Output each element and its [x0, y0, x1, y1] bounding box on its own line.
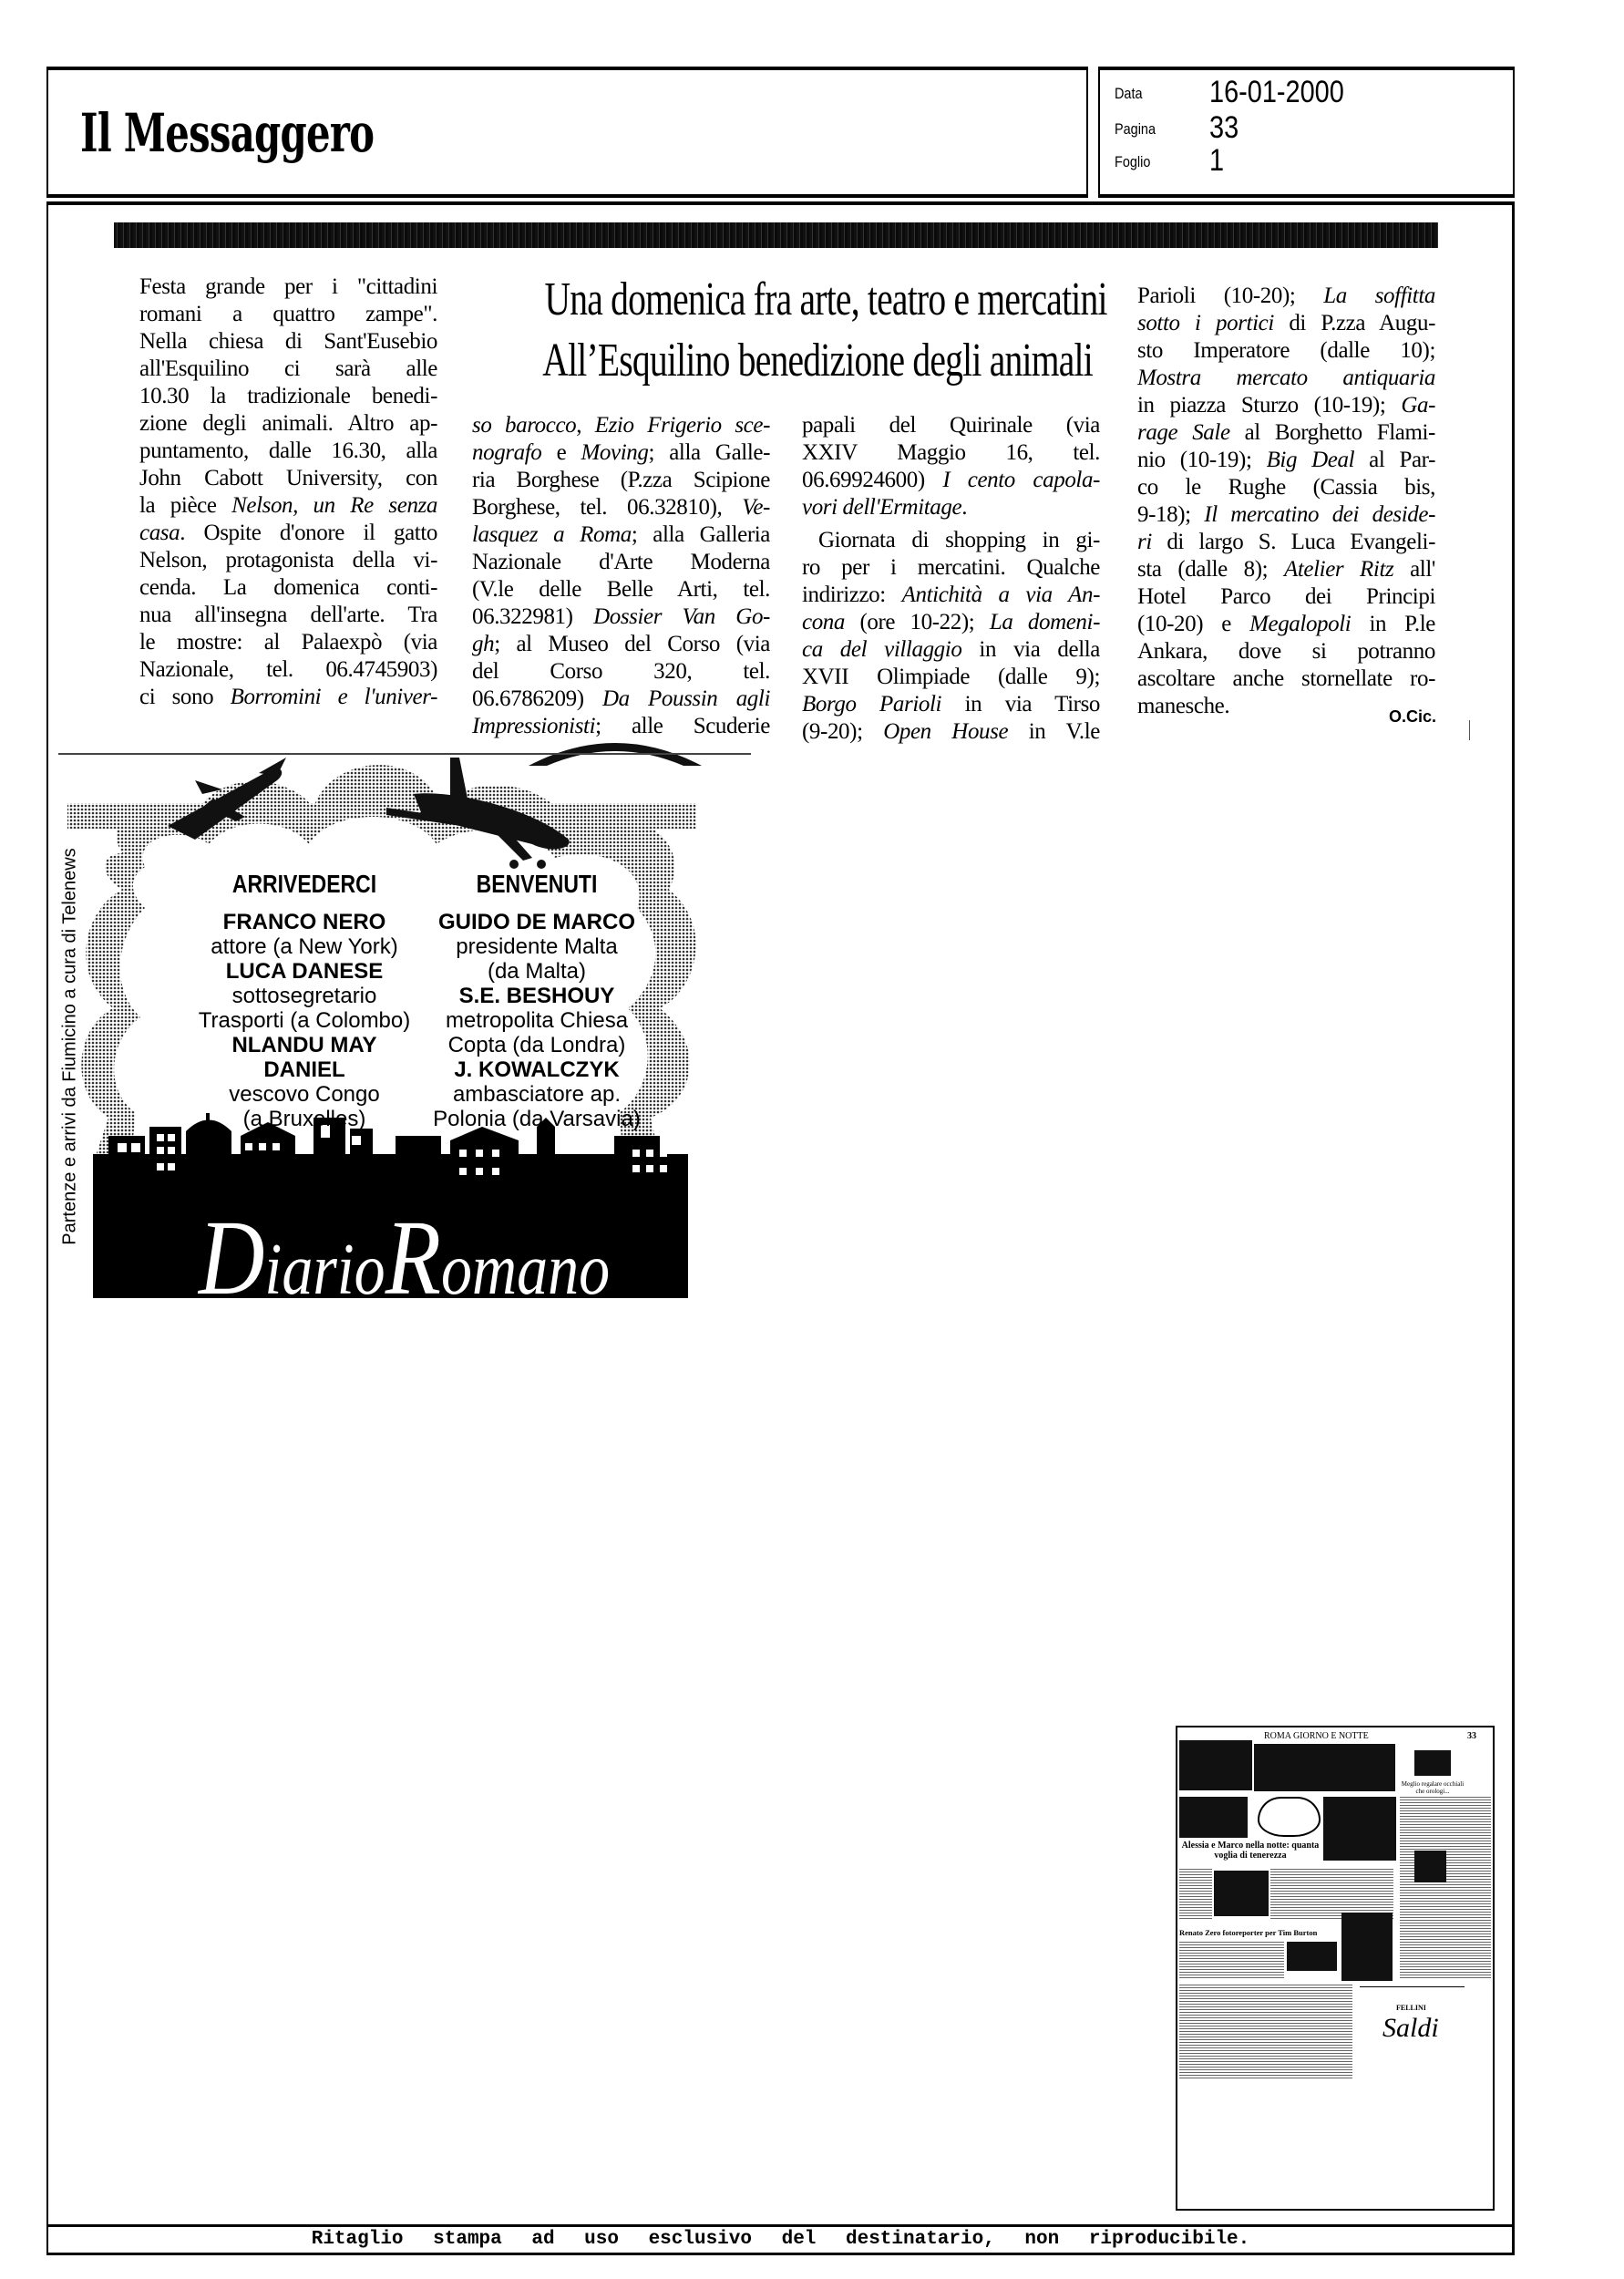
italic-title: ca del villaggio: [802, 637, 962, 662]
italic-title: Borgo Parioli: [802, 692, 942, 717]
roman-text: John Cabott University, con: [139, 466, 437, 490]
roman-text: Nella chiesa di Sant'Eusebio: [139, 329, 437, 354]
text-line: [802, 718, 1100, 746]
text-line: [472, 631, 770, 658]
text-line: [139, 328, 437, 356]
author-signature: O.Cic.: [1388, 707, 1436, 726]
italic-title: Dossier Van Go-: [593, 604, 770, 629]
italic-title: cona: [802, 610, 845, 634]
arrival-entry: GUIDO DE MARCO: [438, 910, 635, 934]
logo-word-omano: omano: [440, 1230, 611, 1310]
body-right-border: [1512, 201, 1515, 2254]
departure-entry: NLANDU MAY: [231, 1033, 377, 1057]
italic-title: Antichità a via An-: [901, 583, 1100, 607]
text-line: [139, 273, 437, 301]
roman-text: ci sono: [139, 685, 231, 709]
italic-title: sotto i portici: [1137, 311, 1274, 335]
italic-title: lasquez a Roma: [472, 522, 632, 547]
roman-text: . Ospite d'onore il gatto: [180, 521, 437, 545]
text-line: [802, 691, 1100, 718]
text-line: [1137, 283, 1435, 310]
arrival-entry: metropolita Chiesa: [445, 1008, 629, 1033]
page-thumbnail[interactable]: [1176, 1726, 1495, 2211]
roman-text: in V.le: [1008, 719, 1100, 744]
italic-title: Moving: [581, 440, 649, 465]
text-line: [472, 549, 770, 576]
text-line: [1137, 447, 1435, 474]
roman-text: Parioli (10-20);: [1137, 284, 1324, 308]
text-line: [1137, 638, 1435, 665]
text-line: [802, 412, 1100, 439]
roman-text: Nelson, protagonista della vi-: [139, 548, 437, 572]
roman-text: di largo S. Luca Evangeli-: [1151, 530, 1435, 554]
thumb-photo-6: [1341, 1913, 1393, 1981]
thumb-photo-4: [1414, 1851, 1446, 1882]
text-line: [802, 527, 1100, 554]
roman-text: .: [961, 495, 968, 520]
text-line: [139, 574, 437, 602]
italic-title: nografo: [472, 440, 542, 465]
text-line: [472, 658, 770, 686]
thumb-text-block-2: [1270, 1869, 1393, 1919]
roman-text: in piazza Sturzo (10-19);: [1137, 393, 1402, 418]
roman-text: le mostre: al Palaexpò (via: [139, 630, 437, 655]
thumb-diario-box: [1179, 1740, 1252, 1790]
text-line: [472, 576, 770, 603]
departure-entry: FRANCO NERO: [222, 910, 386, 934]
text-line: [802, 554, 1100, 582]
arrivals-title: BENVENUTI: [476, 870, 598, 898]
thumb-photo-2: [1179, 1797, 1248, 1838]
italic-title: rage Sale: [1137, 420, 1230, 445]
roman-text: (ore 10-22);: [845, 610, 990, 634]
text-line: [139, 520, 437, 547]
roman-text: papali del Quirinale (via: [802, 413, 1100, 438]
text-line: [139, 547, 437, 574]
text-line: [139, 629, 437, 656]
text-line: [1137, 365, 1435, 392]
roman-text: indirizzo:: [802, 583, 902, 607]
text-line: [472, 412, 770, 439]
italic-title: so barocco: [472, 413, 577, 438]
text-line: [139, 602, 437, 629]
meta-date-value: 16-01-2000: [1209, 75, 1344, 109]
roman-text: puntamento, dalle 16.30, alla: [139, 438, 437, 463]
roman-text: ro per i mercatini. Qualche: [802, 555, 1100, 580]
section-banner-bar: [114, 222, 1438, 248]
arrival-entry: J. KOWALCZYK: [454, 1057, 620, 1082]
meta-date-label: Data: [1115, 85, 1143, 102]
header-top-border-right: [1098, 67, 1515, 70]
arrival-entry: presidente Malta: [456, 934, 618, 959]
text-line: [802, 439, 1100, 467]
departure-entry: DANIEL: [263, 1057, 345, 1082]
text-line: [139, 356, 437, 383]
text-line: [1137, 419, 1435, 447]
roman-text: Festa grande per i "cittadini: [139, 274, 437, 299]
roman-text: 06.69924600): [802, 468, 943, 492]
roman-text: XXIV Maggio 16, tel.: [802, 440, 1100, 465]
italic-title: Impressionisti: [472, 714, 596, 738]
article-column-2: [472, 412, 770, 740]
roman-text: ; alla Galleria: [631, 522, 770, 547]
roman-text: in via della: [961, 637, 1100, 662]
departure-entry: vescovo Congo: [229, 1082, 380, 1107]
roman-text: (9-20);: [802, 719, 884, 744]
headline-line-2: [456, 330, 1117, 391]
text-line: [802, 664, 1100, 691]
roman-text: in P.le: [1351, 612, 1436, 636]
meta-page-label: Pagina: [1115, 120, 1156, 138]
box-top-rule: [58, 753, 751, 755]
arrival-entry: ambasciatore ap.: [452, 1082, 622, 1107]
header-top-border: [46, 67, 1088, 70]
roman-text: (V.le delle Belle Arti, tel.: [472, 577, 770, 602]
text-line: [802, 609, 1100, 636]
arrival-entry: S.E. BESHOUY: [458, 984, 615, 1008]
italic-title: Ezio Frigerio sce-: [594, 413, 770, 438]
text-line: [472, 603, 770, 631]
italic-title: Nelson, un Re senza: [231, 493, 437, 518]
text-line: [139, 438, 437, 465]
roman-text: ; alla Galle-: [648, 440, 770, 465]
thumb-text-block-4: [1179, 1985, 1352, 2080]
departure-entry: Trasporti (a Colombo): [198, 1008, 411, 1033]
italic-title: Mostra mercato antiquaria: [1137, 366, 1435, 390]
text-line: [802, 636, 1100, 664]
roman-text: all': [1393, 557, 1436, 582]
logo-word-iario: iario: [264, 1230, 385, 1310]
thumb-photo-7: [1287, 1942, 1337, 1971]
italic-title: casa: [139, 521, 180, 545]
header-divider-2: [1098, 67, 1100, 198]
thumb-ad-title: Saldi: [1382, 2013, 1439, 2043]
text-line: [139, 383, 437, 410]
roman-text: al Borghetto Flami-: [1229, 420, 1435, 445]
footer-disclaimer: Ritaglio stampa ad uso esclusivo del destinatario, non riproducibile.: [311, 2229, 1250, 2250]
roman-text: 06.322981): [472, 604, 594, 629]
roman-text: ,: [576, 413, 595, 438]
roman-text: sto Imperatore (dalle 10);: [1137, 338, 1435, 363]
arrival-entry: Copta (da Londra): [447, 1033, 626, 1057]
meta-sheet-value: 1: [1209, 143, 1225, 178]
roman-text: Ankara, dove si potranno: [1137, 639, 1435, 664]
text-line: [139, 684, 437, 711]
header-bottom-border: [46, 194, 1088, 198]
roman-text: in via Tirso: [941, 692, 1100, 717]
italic-title: Ga-: [1401, 393, 1435, 418]
roman-text: (10-20) e: [1137, 612, 1250, 636]
roman-text: 10.30 la tradizionale benedi-: [139, 384, 437, 408]
roman-text: ria Borghese (P.zza Scipione: [472, 468, 770, 492]
text-line: [802, 467, 1100, 494]
thumb-text-block-1: [1179, 1869, 1212, 1919]
text-line: [1137, 556, 1435, 583]
roman-text: la pièce: [139, 493, 232, 518]
text-line: [472, 494, 770, 521]
thumb-text-block-3: [1179, 1942, 1284, 1978]
article-column-1: [139, 273, 437, 711]
text-line: [1137, 501, 1435, 529]
roman-text: XVII Olimpiade (dalle 9);: [802, 665, 1100, 689]
departures-title: ARRIVEDERCI: [231, 870, 377, 898]
text-line: [139, 410, 437, 438]
arrival-entry: (da Malta): [487, 959, 587, 984]
margin-mark: [1469, 720, 1470, 740]
headline-text-2: All’Esquilino benedizione degli animali: [542, 335, 1093, 387]
headline-text-1: Una domenica fra arte, teatro e mercatini: [544, 273, 1107, 325]
italic-title: Il mercatino dei deside-: [1204, 502, 1435, 527]
text-line: [1137, 310, 1435, 337]
italic-title: Da Poussin agli: [601, 686, 771, 711]
header-right-border: [1513, 67, 1515, 198]
departure-entry: LUCA DANESE: [225, 959, 384, 984]
roman-text: nua all'insegna dell'arte. Tra: [139, 603, 437, 627]
header-left-border: [46, 67, 48, 198]
text-line: [1137, 529, 1435, 556]
thumb-page-number: 33: [1467, 1731, 1476, 1741]
text-line: [1137, 611, 1435, 638]
text-line: [139, 465, 437, 492]
arrivals-list: [396, 910, 678, 1131]
italic-title: Open House: [883, 719, 1009, 744]
roman-text: zione degli animali. Altro ap-: [139, 411, 437, 436]
header-bottom-border-right: [1098, 194, 1515, 198]
text-line: [139, 301, 437, 328]
body-left-border: [46, 201, 48, 2254]
roman-text: Hotel Parco dei Principi: [1137, 584, 1435, 609]
roman-text: all'Esquilino ci sarà alle: [139, 356, 437, 381]
text-line: [1137, 583, 1435, 611]
text-line: [802, 494, 1100, 521]
roman-text: sta (dalle 8);: [1137, 557, 1285, 582]
article-column-4: [1137, 283, 1435, 720]
roman-text: cenda. La domenica conti-: [139, 575, 437, 600]
thumb-photo-5: [1214, 1871, 1269, 1916]
departure-entry: (a Bruxelles): [242, 1107, 366, 1131]
thumb-photo-1: [1414, 1750, 1451, 1776]
header-divider: [1086, 67, 1088, 198]
text-line: [1137, 474, 1435, 501]
article-column-3: [802, 412, 1100, 746]
text-line: [472, 686, 770, 713]
arrivals-section: [396, 870, 678, 1131]
italic-title: Atelier Ritz: [1284, 557, 1394, 582]
roman-text: ascoltare anche stornellate ro-: [1137, 666, 1435, 691]
italic-title: vori dell'Ermitage: [802, 495, 962, 520]
roman-text: romani a quattro zampe".: [139, 302, 437, 326]
roman-text: 9-18);: [1137, 502, 1205, 527]
text-line: [139, 492, 437, 520]
italic-title: gh: [472, 632, 495, 656]
thumb-photo-3: [1323, 1797, 1396, 1861]
side-caption: Partenze e arrivi da Fiumicino a cura di Telenews: [59, 848, 80, 1245]
text-line: [472, 439, 770, 467]
thumb-ad-brand: FELLINI: [1396, 2004, 1426, 2012]
departure-entry: sottosegretario: [231, 984, 377, 1008]
italic-title: La domeni-: [989, 610, 1100, 634]
headline-line-1: [456, 269, 1117, 330]
thumb-headline-2: Renato Zero fotoreporter per Tim Burton: [1179, 1928, 1318, 1937]
meta-page-value: 33: [1209, 110, 1239, 145]
thumb-ad: [1360, 1986, 1465, 2078]
thumb-headline-1: Alessia e Marco nella notte: quanta voglia di tenerezza: [1181, 1841, 1320, 1861]
roman-text: ; alle Scuderie: [595, 714, 770, 738]
roman-text: ; al Museo del Corso (via: [494, 632, 770, 656]
text-line: [1137, 665, 1435, 693]
diario-romano-logo: [199, 1196, 610, 1320]
italic-title: Borromini e l'univer-: [230, 685, 437, 709]
roman-text: del Corso 320, tel.: [472, 659, 770, 684]
meta-sheet-label: Foglio: [1115, 153, 1151, 170]
thumb-section-title: ROMA GIORNO E NOTTE: [1264, 1731, 1369, 1741]
roman-text: nio (10-19);: [1137, 448, 1267, 472]
arrival-entry: Polonia (da Varsavia): [433, 1107, 641, 1131]
roman-text: Nazionale, tel. 06.4745903): [139, 657, 437, 682]
roman-text: Giornata di shopping in gi-: [818, 528, 1100, 552]
roman-text: al Par-: [1354, 448, 1435, 472]
italic-title: I cento capola-: [942, 468, 1100, 492]
logo-letter-d: D: [199, 1198, 265, 1317]
thumb-sidebar-headline: Meglio regalare occhiali che orologi...: [1401, 1780, 1465, 1795]
italic-title: Big Deal: [1266, 448, 1355, 472]
roman-text: di P.zza Augu-: [1273, 311, 1435, 335]
body-top-border: [46, 201, 1515, 205]
departure-entry: attore (a New York): [211, 934, 398, 959]
text-line: [472, 467, 770, 494]
italic-title: ri: [1137, 530, 1152, 554]
text-line: [802, 582, 1100, 609]
thumb-dark-banner: [1254, 1744, 1395, 1791]
diario-romano-box: [58, 753, 751, 1317]
text-line: [139, 656, 437, 684]
roman-text: Nazionale d'Arte Moderna: [472, 550, 770, 574]
italic-title: Megalopoli: [1249, 612, 1352, 636]
roman-text: e: [541, 440, 581, 465]
roman-text: manesche.: [1137, 694, 1230, 718]
text-line: [1137, 392, 1435, 419]
italic-title: Ve-: [742, 495, 770, 520]
text-line: [472, 521, 770, 549]
roman-text: co le Rughe (Cassia bis,: [1137, 475, 1435, 500]
text-line: [1137, 337, 1435, 365]
roman-text: 06.6786209): [472, 686, 602, 711]
newspaper-logo: Il Messaggero: [80, 102, 375, 164]
thumb-heart: [1258, 1797, 1321, 1837]
roman-text: Borghese, tel. 06.32810),: [472, 495, 743, 520]
thumb-text-column: [1400, 1797, 1491, 1979]
italic-title: La soffitta: [1323, 284, 1435, 308]
logo-letter-r: R: [385, 1198, 441, 1317]
